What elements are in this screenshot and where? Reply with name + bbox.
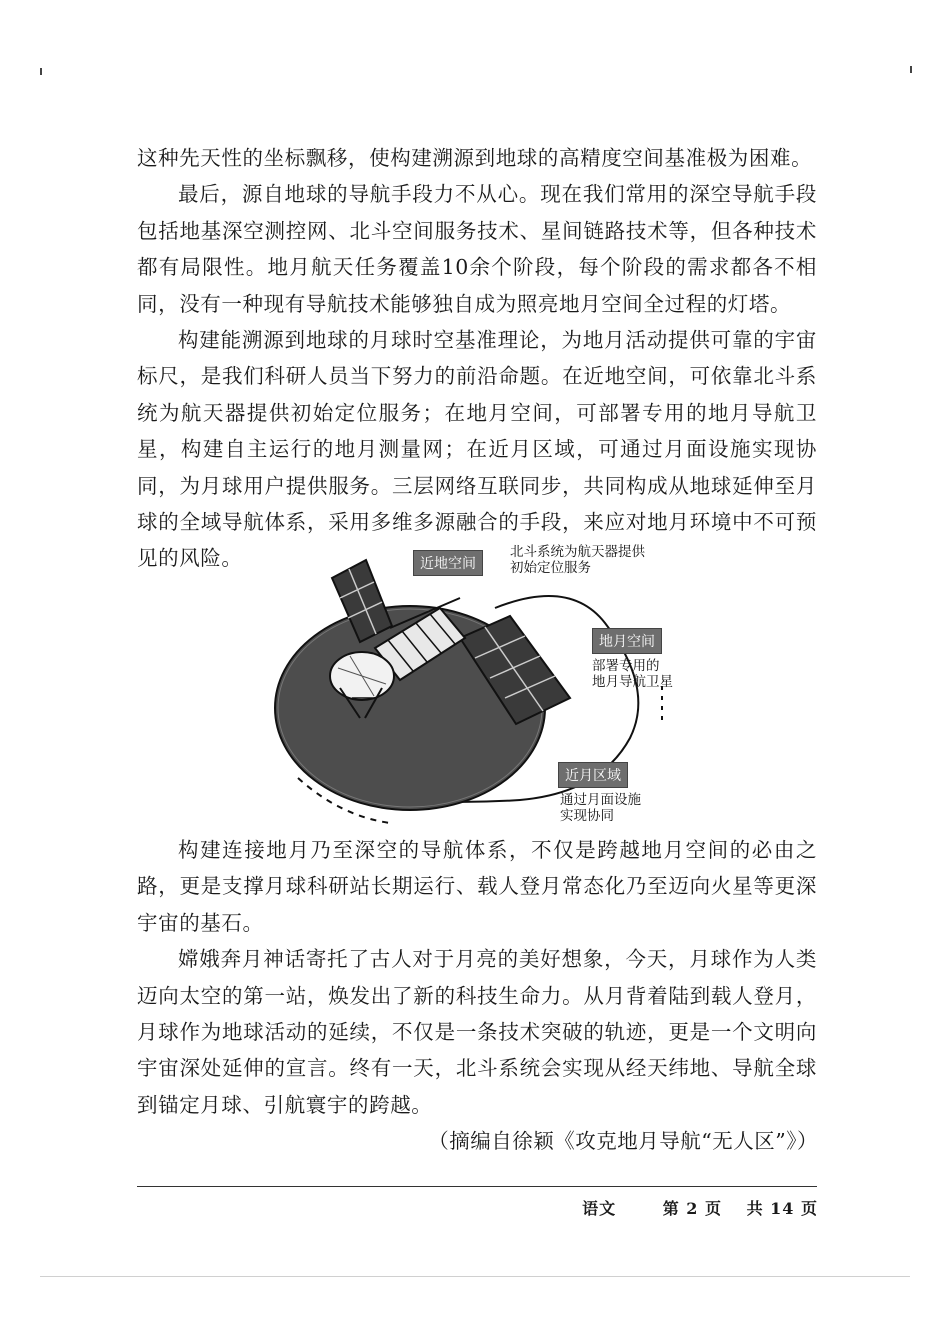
paragraph-navigation-limits: 最后，源自地球的导航手段力不从心。现在我们常用的深空导航手段包括地基深空测控网、北斗空间服务技术、星间链路技术等，但各种技术都有局限性。地月航天任务覆盖10余个阶段，每个阶段的需求都各不相同，没有一种现有导航技术能够独自成为照亮地月空间全过程的灯塔。 bbox=[137, 182, 817, 316]
footer-page-number: 第 2 页 bbox=[662, 1199, 722, 1218]
footer-divider bbox=[137, 1186, 817, 1187]
article-body-top bbox=[137, 140, 817, 577]
paragraph-three-layer-network: 构建能溯源到地球的月球时空基准理论，为地月活动提供可靠的宇宙标尺，是我们科研人员当下努力的前沿命题。在近地空间，可依靠北斗系统为航天器提供初始定位服务；在地月空间，可部署专用的地月导航卫星，构建自主运行的地月测量网；在近月区域，可通过月面设施实现协同，为月球用户提供服务。三层网络互联同步，共同构成从地球延伸至月球的全域导航体系，采用多维多源融合的手段，来应对地月环境中不可预见的风险。 bbox=[137, 328, 817, 571]
paragraph-deep-space-foundation: 构建连接地月乃至深空的导航体系，不仅是跨越地月空间的必由之路，更是支撑月球科研站长期运行、载人登月常态化乃至迈向火星等更深宇宙的基石。 bbox=[137, 838, 817, 935]
label-near-moon-region: 近月区域 bbox=[558, 762, 628, 788]
scan-mark-right bbox=[910, 66, 912, 73]
article-source: （摘编自徐颖《攻克地月导航“无人区”》） bbox=[428, 1129, 818, 1153]
label-near-earth-space: 近地空间 bbox=[413, 550, 483, 576]
navigation-system-figure bbox=[270, 538, 690, 828]
article-body-bottom bbox=[137, 832, 817, 1123]
note-near-moon-region: 通过月面设施 实现协同 bbox=[560, 792, 641, 824]
label-earth-moon-space: 地月空间 bbox=[592, 628, 662, 654]
note-earth-moon-space: 部署专用的 地月导航卫星 bbox=[592, 658, 673, 690]
paragraph-continued: 这种先天性的坐标飘移，使构建溯源到地球的高精度空间基准极为困难。 bbox=[137, 146, 813, 170]
page-footer bbox=[582, 1196, 818, 1219]
footer-total-pages: 共 14 页 bbox=[746, 1199, 818, 1218]
scan-mark-left bbox=[40, 68, 42, 75]
note-near-earth-space: 北斗系统为航天器提供 初始定位服务 bbox=[510, 544, 645, 576]
footer-subject: 语文 bbox=[582, 1199, 617, 1218]
scan-edge-line bbox=[40, 1276, 910, 1277]
paragraph-chang-e-conclusion: 嫦娥奔月神话寄托了古人对于月亮的美好想象，今天，月球作为人类迈向太空的第一站，焕发出了新的科技生命力。从月背着陆到载人登月，月球作为地球活动的延续，不仅是一条技术突破的轨迹，更是一个文明向宇宙深处延伸的宣言。终有一天，北斗系统会实现从经天纬地、导航全球到锚定月球、引航寰宇的跨越。 bbox=[137, 947, 817, 1117]
